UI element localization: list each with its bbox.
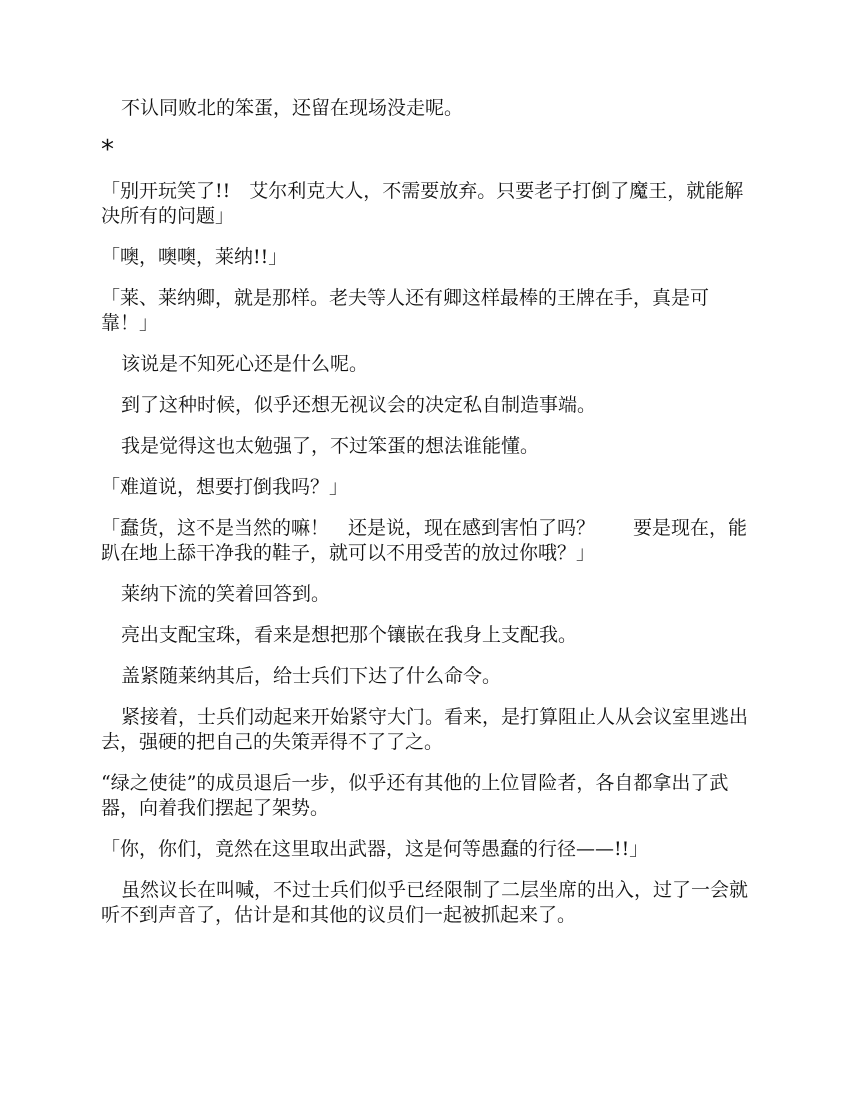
paragraph: 亮出支配宝珠，看来是想把那个镶嵌在我身上支配我。 [121, 624, 578, 646]
paragraph: 虽然议长在叫喊，不过士兵们似乎已经限制了二层坐席的出入，过了一会就听不到声音了，估计是和其他的议员们一起被抓起来了。 [101, 879, 749, 926]
paragraph: 不认同败北的笨蛋，还留在现场没走呢。 [121, 97, 464, 119]
paragraph: 「你，你们，竟然在这里取出武器，这是何等愚蠢的行径——!!」 [101, 838, 649, 860]
paragraph: 该说是不知死心还是什么呢。 [121, 353, 369, 375]
paragraph: 「别开玩笑了!! 艾尔利克大人，不需要放弃。只要老子打倒了魔王，就能解决所有的问题」 [101, 180, 744, 227]
paragraph: 「难道说，想要打倒我吗？」 [101, 476, 349, 498]
paragraph: “绿之使徒”的成员退后一步，似乎还有其他的上位冒险者，各自都拿出了武器，向着我们摆起了架势。 [101, 772, 729, 819]
paragraph: 莱纳下流的笑着回答到。 [121, 583, 331, 605]
document-page [101, 96, 751, 944]
paragraph: 「蠢货，这不是当然的嘛！ 还是说，现在感到害怕了吗？ 要是现在，能趴在地上舔干净我的鞋子，就可以不用受苦的放过你哦？」 [101, 517, 748, 564]
paragraph: 「莱、莱纳卿，就是那样。老夫等人还有卿这样最棒的王牌在手，真是可靠！」 [101, 287, 710, 334]
paragraph: 「噢，噢噢，莱纳!!」 [101, 246, 288, 268]
section-separator: * [101, 135, 114, 165]
paragraph: 到了这种时候，似乎还想无视议会的决定私自制造事端。 [121, 394, 597, 416]
paragraph: 紧接着，士兵们动起来开始紧守大门。看来，是打算阻止人从会议室里逃出去，强硬的把自己的失策弄得不了了之。 [101, 706, 749, 753]
paragraph: 盖紧随莱纳其后，给士兵们下达了什么命令。 [121, 665, 502, 687]
paragraph: 我是觉得这也太勉强了，不过笨蛋的想法谁能懂。 [121, 435, 540, 457]
